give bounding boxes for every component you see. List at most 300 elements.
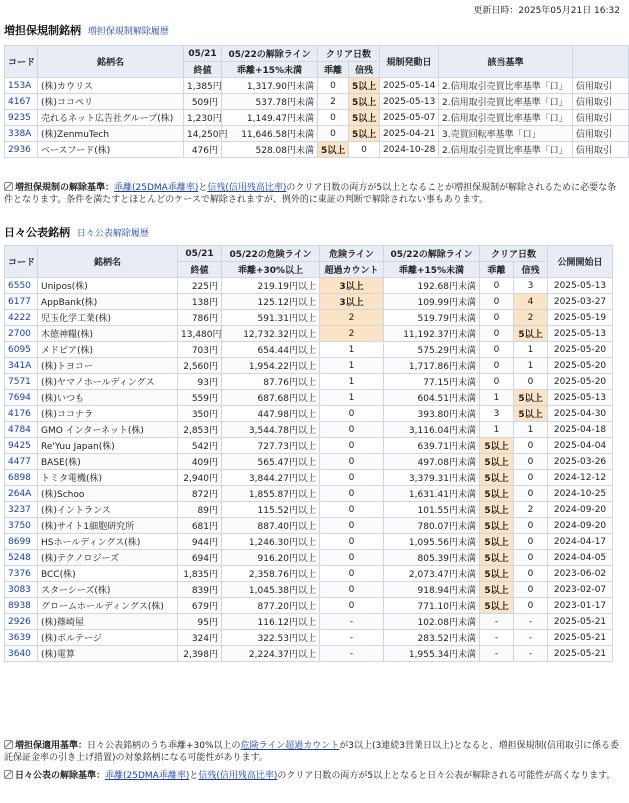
stock-name: (株)サイト1細胞研究所 bbox=[38, 518, 178, 534]
clear-days-shinyo: 0 bbox=[349, 142, 380, 158]
stock-code-link[interactable]: 4222 bbox=[8, 312, 31, 323]
col-close-date: 05/21 bbox=[184, 46, 222, 62]
clear-days-shinyo: 5以上 bbox=[514, 406, 548, 422]
criteria-extra: 信用取引 bbox=[573, 126, 629, 142]
clear-days-shinyo: 0 bbox=[514, 486, 548, 502]
stock-name: Re'Yuu Japan(株) bbox=[38, 438, 178, 454]
stock-code-cell bbox=[5, 614, 38, 630]
col-criteria: 該当基準 bbox=[439, 46, 573, 78]
stock-code-cell bbox=[5, 486, 38, 502]
col-release-label: 乖離+15%未満 bbox=[384, 262, 480, 278]
clear-days-kairi: 0 bbox=[318, 126, 349, 142]
publish-start-date: 2025-04-04 bbox=[548, 438, 613, 454]
criteria: 3.売買回転率基準「口」 bbox=[439, 126, 573, 142]
clear-days-shinyo: 1 bbox=[514, 358, 548, 374]
close-price: 681円 bbox=[178, 518, 222, 534]
clear-days-kairi: 5以上 bbox=[480, 598, 514, 614]
danger-count: 0 bbox=[320, 534, 384, 550]
note-label: 日々公表の解除基準： bbox=[15, 771, 106, 781]
publish-start-date: 2024-09-20 bbox=[548, 502, 613, 518]
clear-days-shinyo: 0 bbox=[514, 454, 548, 470]
stock-code-link[interactable]: 4167 bbox=[8, 96, 31, 107]
stock-code-link[interactable]: 2926 bbox=[8, 616, 31, 627]
clear-days-kairi: 0 bbox=[480, 310, 514, 326]
stock-name: (株)テクノロジーズ bbox=[38, 550, 178, 566]
clear-days-kairi: 0 bbox=[480, 326, 514, 342]
publish-start-date: 2025-05-20 bbox=[548, 342, 613, 358]
danger-count: 2 bbox=[320, 310, 384, 326]
release-line: 639.71円未満 bbox=[384, 438, 480, 454]
stock-code-cell bbox=[5, 518, 38, 534]
col-extra bbox=[573, 46, 629, 78]
stock-code-cell bbox=[5, 294, 38, 310]
clear-days-kairi: 0 bbox=[480, 374, 514, 390]
release-line: 102.08円未満 bbox=[384, 614, 480, 630]
danger-count: 0 bbox=[320, 438, 384, 454]
col-code: コード bbox=[5, 46, 38, 78]
close-price: 559円 bbox=[178, 390, 222, 406]
clear-days-shinyo: 3 bbox=[514, 278, 548, 294]
close-price: 138円 bbox=[178, 294, 222, 310]
close-price: 786円 bbox=[178, 310, 222, 326]
stock-name: BASE(株) bbox=[38, 454, 178, 470]
table-row bbox=[5, 454, 613, 470]
danger-count: 0 bbox=[320, 518, 384, 534]
table-row bbox=[5, 326, 613, 342]
stock-code-link[interactable]: 3750 bbox=[8, 520, 31, 531]
publish-start-date: 2025-05-21 bbox=[548, 646, 613, 662]
close-price: 509円 bbox=[184, 94, 222, 110]
stock-code-link[interactable]: 8699 bbox=[8, 536, 31, 547]
close-price: 1,385円 bbox=[184, 78, 222, 94]
release-line: 519.79円未満 bbox=[384, 310, 480, 326]
stock-name: (株)Schoo bbox=[38, 486, 178, 502]
publish-start-date: 2025-05-13 bbox=[548, 278, 613, 294]
stock-code-link[interactable]: 3083 bbox=[8, 584, 31, 595]
close-price: 872円 bbox=[178, 486, 222, 502]
clear-days-shinyo: 0 bbox=[514, 470, 548, 486]
clear-days-kairi: 0 bbox=[480, 278, 514, 294]
table-row bbox=[5, 374, 613, 390]
section-title-daily bbox=[4, 224, 149, 240]
release-line: 1,955.34円未満 bbox=[384, 646, 480, 662]
stock-name: (株)カウリス bbox=[38, 78, 184, 94]
note-text: のクリア日数の両方が5以上となることが増担保規制が解除されるために必要な条件となります。条件を満たすとほとんどのケースで解除されますが、例外的に東証の判断で解除されない事もあります。 bbox=[4, 183, 617, 205]
stock-code-cell bbox=[5, 358, 38, 374]
clear-days-kairi: - bbox=[480, 646, 514, 662]
publish-start-date: 2024-10-25 bbox=[548, 486, 613, 502]
col-clear-days: クリア日数 bbox=[318, 46, 380, 62]
col-name: 銘柄名 bbox=[38, 46, 184, 78]
clear-days-shinyo: 5以上 bbox=[349, 94, 380, 110]
release-line: 393.80円未満 bbox=[384, 406, 480, 422]
close-price: 2,560円 bbox=[178, 358, 222, 374]
release-line: 1,317.90円未満 bbox=[222, 78, 318, 94]
note-label: 増担保規制の解除基準： bbox=[15, 183, 115, 193]
release-line: 192.68円未満 bbox=[384, 278, 480, 294]
note-link-shinyo[interactable]: 信残(信用残高比率) bbox=[207, 183, 287, 193]
stock-code-link[interactable]: 2700 bbox=[8, 328, 31, 339]
table-row bbox=[5, 470, 613, 486]
stock-code-cell bbox=[5, 374, 38, 390]
release-line: 3,379.31円未満 bbox=[384, 470, 480, 486]
col-release-label: 乖離+15%未満 bbox=[222, 62, 318, 78]
table-row bbox=[5, 502, 613, 518]
danger-count: 1 bbox=[320, 390, 384, 406]
clear-days-shinyo: 0 bbox=[514, 598, 548, 614]
stock-name: (株)ZenmuTech bbox=[38, 126, 184, 142]
close-price: 542円 bbox=[178, 438, 222, 454]
danger-count: 0 bbox=[320, 406, 384, 422]
restriction-start-date: 2025-05-13 bbox=[380, 94, 439, 110]
section2-history-link[interactable]: 日々公表解除履歴 bbox=[76, 229, 149, 239]
danger-count: 0 bbox=[320, 566, 384, 582]
danger-line: 1,246.30円以上 bbox=[222, 534, 320, 550]
table-row bbox=[5, 342, 613, 358]
close-price: 2,940円 bbox=[178, 470, 222, 486]
col-danger-date: 05/22の危険ライン bbox=[222, 246, 320, 262]
table-row bbox=[5, 550, 613, 566]
release-line: 805.39円未満 bbox=[384, 550, 480, 566]
clear-days-kairi: - bbox=[480, 614, 514, 630]
clear-days-shinyo: 0 bbox=[514, 518, 548, 534]
danger-line: 3,844.27円以上 bbox=[222, 470, 320, 486]
section1-title: 増担保規制銘柄 bbox=[4, 24, 81, 37]
criteria-extra: 信用取引 bbox=[573, 142, 629, 158]
publish-start-date: 2023-01-17 bbox=[548, 598, 613, 614]
publish-start-date: 2025-05-21 bbox=[548, 614, 613, 630]
stock-code-link[interactable]: 4477 bbox=[8, 456, 31, 467]
table-row bbox=[5, 294, 613, 310]
publish-start-date: 2023-02-07 bbox=[548, 582, 613, 598]
stock-name: トミタ電機(株) bbox=[38, 470, 178, 486]
table-row bbox=[5, 582, 613, 598]
stock-code-cell bbox=[5, 142, 38, 158]
danger-line: 1,855.87円以上 bbox=[222, 486, 320, 502]
close-price: 225円 bbox=[178, 278, 222, 294]
stock-code-cell bbox=[5, 390, 38, 406]
stock-name: (株)いつも bbox=[38, 390, 178, 406]
note-text: と bbox=[198, 183, 208, 193]
col-close-date: 05/21 bbox=[178, 246, 222, 262]
stock-code-link[interactable]: 338A bbox=[8, 128, 32, 139]
table-row bbox=[5, 278, 613, 294]
table-row bbox=[5, 614, 613, 630]
danger-line: 2,358.76円以上 bbox=[222, 566, 320, 582]
clear-days-shinyo: - bbox=[514, 646, 548, 662]
table-row bbox=[5, 126, 629, 142]
release-line: 780.07円未満 bbox=[384, 518, 480, 534]
danger-line: 591.31円以上 bbox=[222, 310, 320, 326]
clear-days-shinyo: 5以上 bbox=[514, 390, 548, 406]
stock-code-cell bbox=[5, 310, 38, 326]
stock-code-link[interactable]: 6177 bbox=[8, 296, 31, 307]
stock-name: HSホールディングス(株) bbox=[38, 534, 178, 550]
note-label: 増担保適用基準： bbox=[15, 741, 88, 751]
stock-name: AppBank(株) bbox=[38, 294, 178, 310]
table-row bbox=[5, 630, 613, 646]
stock-name: グロームホールディングス(株) bbox=[38, 598, 178, 614]
publish-start-date: 2024-09-20 bbox=[548, 518, 613, 534]
stock-code-link[interactable]: 8938 bbox=[8, 600, 31, 611]
danger-line: 565.47円以上 bbox=[222, 454, 320, 470]
release-line: 604.51円未満 bbox=[384, 390, 480, 406]
clear-days-kairi: 3 bbox=[480, 406, 514, 422]
release-line: 918.94円未満 bbox=[384, 582, 480, 598]
criteria: 2.信用取引売買比率基準「口」 bbox=[439, 110, 573, 126]
clear-days-kairi: 5以上 bbox=[480, 582, 514, 598]
danger-line: 877.20円以上 bbox=[222, 598, 320, 614]
stock-code-cell bbox=[5, 454, 38, 470]
close-price: 944円 bbox=[178, 534, 222, 550]
clear-days-kairi: 5以上 bbox=[480, 534, 514, 550]
release-line: 2,073.47円未満 bbox=[384, 566, 480, 582]
clear-days-shinyo: 5以上 bbox=[349, 110, 380, 126]
stock-name: (株)ココナラ bbox=[38, 406, 178, 422]
table-row bbox=[5, 78, 629, 94]
stock-code-cell bbox=[5, 278, 38, 294]
table-row bbox=[5, 422, 613, 438]
danger-line: 1,954.22円以上 bbox=[222, 358, 320, 374]
danger-count: - bbox=[320, 646, 384, 662]
stock-code-cell bbox=[5, 126, 38, 142]
close-price: 679円 bbox=[178, 598, 222, 614]
stock-name: BCC(株) bbox=[38, 566, 178, 582]
stock-name: (株)ヤマノホールディングス bbox=[38, 374, 178, 390]
note-link-shinyo[interactable]: 信残(信用残高比率) bbox=[198, 771, 278, 781]
danger-line: 2,224.37円以上 bbox=[222, 646, 320, 662]
table-row bbox=[5, 390, 613, 406]
stock-name: GMO インターネット(株) bbox=[38, 422, 178, 438]
clear-days-shinyo: 5以上 bbox=[349, 126, 380, 142]
stock-code-link[interactable]: 7376 bbox=[8, 568, 31, 579]
stock-code-link[interactable]: 5248 bbox=[8, 552, 31, 563]
note-link-danger-count[interactable]: 危険ライン超過カウント bbox=[240, 741, 340, 751]
close-price: 703円 bbox=[178, 342, 222, 358]
criteria-extra: 信用取引 bbox=[573, 110, 629, 126]
danger-line: 219.19円以上 bbox=[222, 278, 320, 294]
close-price: 95円 bbox=[178, 614, 222, 630]
clear-days-kairi: 5以上 bbox=[480, 454, 514, 470]
table-row bbox=[5, 598, 613, 614]
note-text: 日々公表銘柄のうち乖離+30%以上の bbox=[87, 741, 241, 751]
restriction-start-date: 2025-05-07 bbox=[380, 110, 439, 126]
danger-count: 1 bbox=[320, 342, 384, 358]
stock-code-cell bbox=[5, 94, 38, 110]
pencil-icon bbox=[4, 182, 13, 191]
margin-restriction-table bbox=[4, 45, 629, 158]
col-close-label: 終値 bbox=[178, 262, 222, 278]
clear-days-shinyo: 0 bbox=[514, 438, 548, 454]
note-link-kairi[interactable]: 乖離(25DMA乖離率) bbox=[105, 771, 190, 781]
danger-line: 3,544.78円以上 bbox=[222, 422, 320, 438]
clear-days-kairi: 2 bbox=[318, 94, 349, 110]
publish-start-date: 2024-04-05 bbox=[548, 550, 613, 566]
clear-days-shinyo: - bbox=[514, 630, 548, 646]
stock-code-link[interactable]: 2936 bbox=[8, 144, 31, 155]
danger-line: 12,732.32円以上 bbox=[222, 326, 320, 342]
criteria: 2.信用取引売買比率基準「口」 bbox=[439, 94, 573, 110]
danger-line: 322.53円以上 bbox=[222, 630, 320, 646]
danger-line: 727.73円以上 bbox=[222, 438, 320, 454]
stock-name: メドピア(株) bbox=[38, 342, 178, 358]
stock-name: (株)イントランス bbox=[38, 502, 178, 518]
section2-note1 bbox=[4, 740, 622, 764]
release-line: 3,116.04円未満 bbox=[384, 422, 480, 438]
clear-days-kairi: 0 bbox=[480, 342, 514, 358]
stock-code-cell bbox=[5, 110, 38, 126]
release-line: 1,717.86円未満 bbox=[384, 358, 480, 374]
clear-days-shinyo: - bbox=[514, 614, 548, 630]
table-row bbox=[5, 406, 613, 422]
danger-count: 0 bbox=[320, 502, 384, 518]
note-link-kairi[interactable]: 乖離(25DMA乖離率) bbox=[114, 183, 199, 193]
table-row bbox=[5, 438, 613, 454]
close-price: 2,398円 bbox=[178, 646, 222, 662]
danger-count: 0 bbox=[320, 598, 384, 614]
stock-code-link[interactable]: 3237 bbox=[8, 504, 31, 515]
release-line: 77.15円未満 bbox=[384, 374, 480, 390]
clear-days-kairi: 0 bbox=[480, 358, 514, 374]
danger-line: 916.20円以上 bbox=[222, 550, 320, 566]
release-line: 771.10円未満 bbox=[384, 598, 480, 614]
section2-note2 bbox=[4, 770, 622, 782]
clear-days-kairi: 5以上 bbox=[480, 550, 514, 566]
clear-days-shinyo: 5以上 bbox=[349, 78, 380, 94]
table-row bbox=[5, 358, 613, 374]
clear-days-shinyo: 4 bbox=[514, 294, 548, 310]
table-row bbox=[5, 646, 613, 662]
clear-days-kairi: 5以上 bbox=[318, 142, 349, 158]
close-price: 1,230円 bbox=[184, 110, 222, 126]
danger-count: 3以上 bbox=[320, 278, 384, 294]
stock-code-link[interactable]: 3640 bbox=[8, 648, 31, 659]
stock-name: 児玉化学工業(株) bbox=[38, 310, 178, 326]
stock-code-link[interactable]: 7571 bbox=[8, 376, 31, 387]
publish-start-date: 2024-04-17 bbox=[548, 534, 613, 550]
danger-line: 115.52円以上 bbox=[222, 502, 320, 518]
publish-start-date: 2025-03-27 bbox=[548, 294, 613, 310]
publish-start-date: 2025-05-19 bbox=[548, 310, 613, 326]
release-line: 497.08円未満 bbox=[384, 454, 480, 470]
publish-start-date: 2025-05-20 bbox=[548, 358, 613, 374]
restriction-start-date: 2025-05-14 bbox=[380, 78, 439, 94]
col-code: コード bbox=[5, 246, 38, 278]
close-price: 409円 bbox=[178, 454, 222, 470]
section1-note bbox=[4, 182, 622, 206]
restriction-start-date: 2024-10-28 bbox=[380, 142, 439, 158]
close-price: 89円 bbox=[178, 502, 222, 518]
stock-code-link[interactable]: 7694 bbox=[8, 392, 31, 403]
clear-days-kairi: 5以上 bbox=[480, 566, 514, 582]
table-row bbox=[5, 486, 613, 502]
stock-code-link[interactable]: 264A bbox=[8, 488, 32, 499]
stock-code-cell bbox=[5, 406, 38, 422]
release-line: 1,149.47円未満 bbox=[222, 110, 318, 126]
stock-name: ベースフード(株) bbox=[38, 142, 184, 158]
stock-code-link[interactable]: 4176 bbox=[8, 408, 31, 419]
stock-name: (株)ココペリ bbox=[38, 94, 184, 110]
clear-days-shinyo: 0 bbox=[514, 566, 548, 582]
note-text: と bbox=[189, 771, 199, 781]
table-row bbox=[5, 310, 613, 326]
stock-code-cell bbox=[5, 550, 38, 566]
close-price: 350円 bbox=[178, 406, 222, 422]
stock-code-link[interactable]: 9235 bbox=[8, 112, 31, 123]
col-kairi: 乖離 bbox=[480, 262, 514, 278]
stock-code-link[interactable]: 6550 bbox=[8, 280, 31, 291]
publish-start-date: 2023-06-02 bbox=[548, 566, 613, 582]
col-start: 規制発動日 bbox=[380, 46, 439, 78]
close-price: 1,835円 bbox=[178, 566, 222, 582]
stock-code-cell bbox=[5, 598, 38, 614]
danger-count: - bbox=[320, 630, 384, 646]
danger-count: 0 bbox=[320, 582, 384, 598]
section1-history-link[interactable]: 増担保規制解除履歴 bbox=[87, 27, 169, 37]
release-line: 575.29円未満 bbox=[384, 342, 480, 358]
release-line: 11,646.58円未満 bbox=[222, 126, 318, 142]
table-row bbox=[5, 566, 613, 582]
clear-days-shinyo: 2 bbox=[514, 502, 548, 518]
publish-start-date: 2025-04-18 bbox=[548, 422, 613, 438]
stock-code-link[interactable]: 4784 bbox=[8, 424, 31, 435]
close-price: 476円 bbox=[184, 142, 222, 158]
col-kairi: 乖離 bbox=[318, 62, 349, 78]
restriction-start-date: 2025-04-21 bbox=[380, 126, 439, 142]
table-row bbox=[5, 534, 613, 550]
danger-count: 0 bbox=[320, 470, 384, 486]
publish-start-date: 2024-12-12 bbox=[548, 470, 613, 486]
close-price: 324円 bbox=[178, 630, 222, 646]
stock-code-link[interactable]: 6898 bbox=[8, 472, 31, 483]
danger-count: 1 bbox=[320, 374, 384, 390]
release-line: 283.52円未満 bbox=[384, 630, 480, 646]
stock-code-cell bbox=[5, 582, 38, 598]
stock-code-link[interactable]: 153A bbox=[8, 80, 32, 91]
danger-count: 3以上 bbox=[320, 294, 384, 310]
clear-days-kairi: 5以上 bbox=[480, 518, 514, 534]
col-shinyo: 信残 bbox=[514, 262, 548, 278]
danger-line: 447.98円以上 bbox=[222, 406, 320, 422]
table-row bbox=[5, 110, 629, 126]
stock-code-cell bbox=[5, 534, 38, 550]
stock-code-cell bbox=[5, 470, 38, 486]
close-price: 13,480円 bbox=[178, 326, 222, 342]
release-line: 109.99円未満 bbox=[384, 294, 480, 310]
stock-name: 売れるネット広告社グループ(株) bbox=[38, 110, 184, 126]
stock-code-cell bbox=[5, 78, 38, 94]
stock-code-link[interactable]: 6095 bbox=[8, 344, 31, 355]
criteria-extra: 信用取引 bbox=[573, 78, 629, 94]
close-price: 839円 bbox=[178, 582, 222, 598]
col-close-label: 終値 bbox=[184, 62, 222, 78]
danger-line: 125.12円以上 bbox=[222, 294, 320, 310]
clear-days-kairi: 0 bbox=[480, 294, 514, 310]
stock-code-link[interactable]: 3639 bbox=[8, 632, 31, 643]
col-shinyo: 信残 bbox=[349, 62, 380, 78]
clear-days-shinyo: 1 bbox=[514, 422, 548, 438]
stock-code-link[interactable]: 341A bbox=[8, 360, 32, 371]
col-pub: 公開開始日 bbox=[548, 246, 613, 278]
stock-code-link[interactable]: 9425 bbox=[8, 440, 31, 451]
clear-days-shinyo: 2 bbox=[514, 310, 548, 326]
col-count2: 超過カウント bbox=[320, 262, 384, 278]
col-release-date: 05/22の解除ライン bbox=[222, 46, 318, 62]
stock-name: (株)ボルテージ bbox=[38, 630, 178, 646]
clear-days-shinyo: 0 bbox=[514, 550, 548, 566]
clear-days-shinyo: 0 bbox=[514, 374, 548, 390]
clear-days-kairi: - bbox=[480, 630, 514, 646]
